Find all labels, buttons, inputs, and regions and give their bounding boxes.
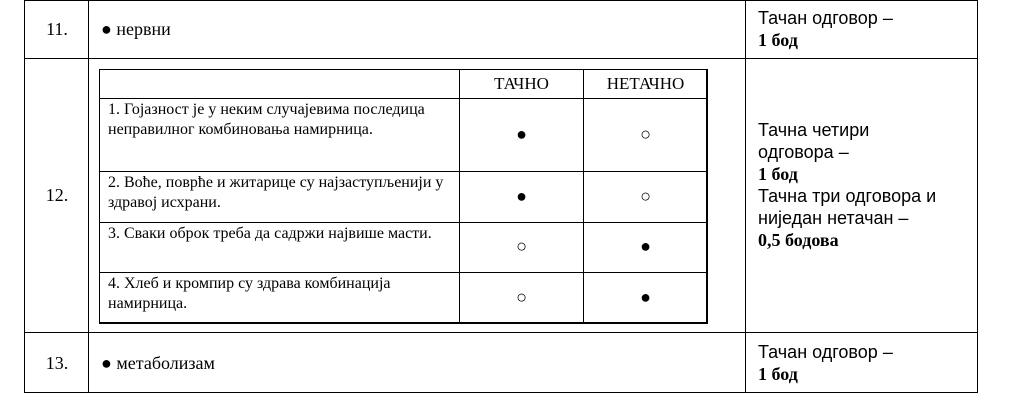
- true-mark: ●: [516, 124, 527, 144]
- score-label: одговора –: [758, 142, 849, 162]
- false-mark: ○: [640, 124, 651, 144]
- false-mark-cell: [583, 98, 708, 172]
- statement-text: 3. Сваки оброк треба да садржи највише масти.: [108, 225, 432, 242]
- row-number: 12.: [45, 185, 69, 205]
- score-label: ниједан нетачан –: [758, 208, 909, 228]
- statement-cell: [99, 222, 460, 273]
- row-12-number-cell: [24, 58, 89, 333]
- true-mark: ○: [516, 287, 527, 307]
- score-points: 1 бод: [758, 164, 798, 184]
- true-mark-cell: [459, 98, 584, 172]
- true-mark-cell: [459, 222, 584, 273]
- score-label: Тачна четири: [758, 120, 870, 140]
- score-label: Тачан одговор –: [758, 342, 893, 362]
- row-11-score-cell: [745, 0, 978, 59]
- score-points: 1 бод: [758, 364, 798, 384]
- row-number: 13.: [45, 353, 69, 373]
- row-13-score-cell: [745, 332, 978, 393]
- row-13-number-cell: [24, 332, 89, 393]
- false-mark: ●: [640, 236, 651, 256]
- statement-text: 4. Хлеб и кромпир су здрава комбинација намирница.: [108, 275, 391, 312]
- header-false-cell: [583, 69, 708, 99]
- statement-cell: [99, 98, 460, 172]
- row-12-score-cell: [745, 58, 978, 333]
- false-mark-cell: [583, 222, 708, 273]
- statement-cell: [99, 272, 460, 324]
- true-mark: ●: [516, 186, 527, 206]
- score-label: Тачан одговор –: [758, 8, 893, 28]
- statement-cell: [99, 171, 460, 223]
- row-11-number-cell: [24, 0, 89, 59]
- true-mark: ○: [516, 236, 527, 256]
- false-mark-cell: [583, 171, 708, 223]
- row-number: 11.: [46, 19, 68, 39]
- true-false-table: [99, 69, 707, 323]
- row-13-answer-cell: [88, 332, 746, 393]
- header-true: ТАЧНО: [494, 74, 549, 93]
- statement-text: 2. Воће, поврће и житарице су најзаступљенији у здравој исхрани.: [108, 174, 444, 211]
- header-blank-cell: [99, 69, 460, 99]
- true-mark-cell: [459, 272, 584, 324]
- score-label: Тачна три одговора и: [758, 186, 937, 206]
- statement-text: 1. Гојазност је у неким случајевима последица неправилног комбиновања намирница.: [108, 101, 425, 138]
- score-points: 0,5 бодова: [758, 230, 839, 250]
- false-mark: ●: [640, 287, 651, 307]
- row-11-answer-cell: [88, 0, 746, 59]
- answer-text: ● нервни: [101, 19, 171, 39]
- false-mark-cell: [583, 272, 708, 324]
- header-false: НЕТАЧНО: [606, 74, 685, 93]
- false-mark: ○: [640, 186, 651, 206]
- row-12-answer-cell: [88, 58, 746, 333]
- header-true-cell: [459, 69, 584, 99]
- true-mark-cell: [459, 171, 584, 223]
- score-points: 1 бод: [758, 30, 798, 50]
- answer-text: ● метаболизам: [101, 353, 215, 373]
